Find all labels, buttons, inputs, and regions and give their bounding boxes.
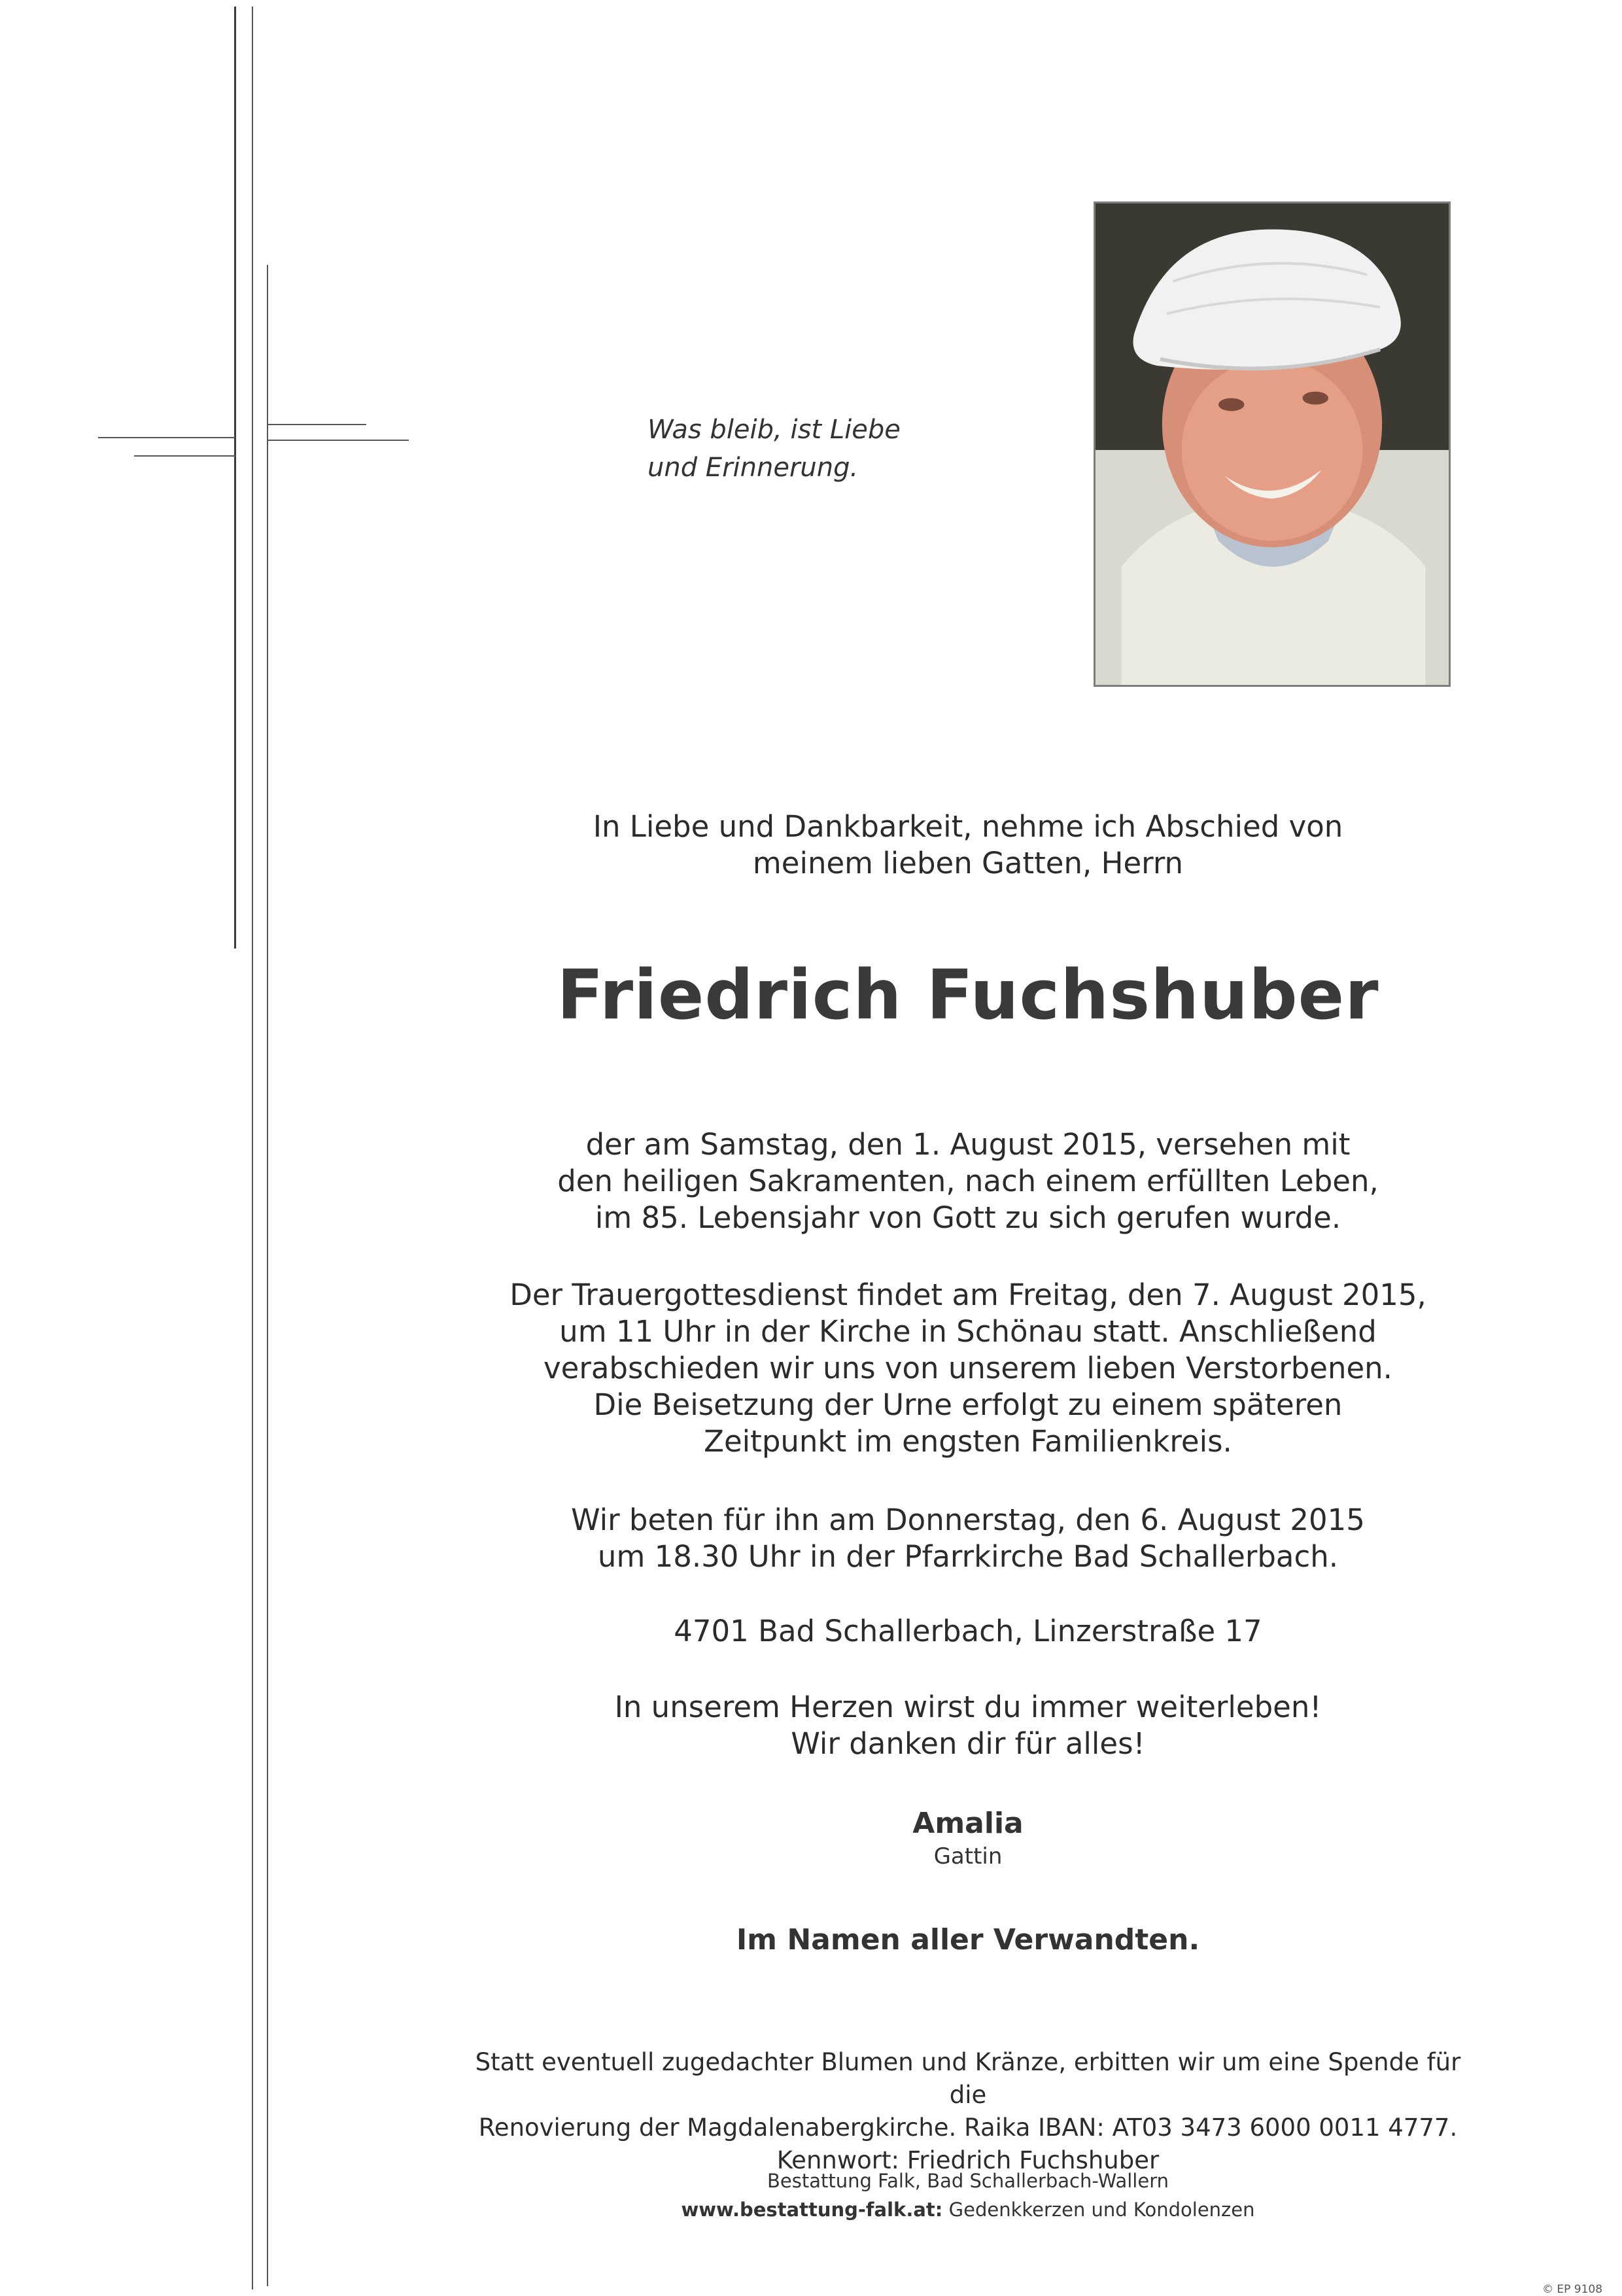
footer-web-line — [458, 2195, 1478, 2224]
death-info-line-3: im 85. Lebensjahr von Gott zu sich gerufen wurde. — [595, 1200, 1341, 1235]
address: 4701 Bad Schallerbach, Linzerstraße 17 — [674, 1614, 1262, 1648]
deceased-name: Friedrich Fuchshuber — [557, 955, 1379, 1035]
motto-line-1: Was bleib, ist Liebe — [647, 415, 901, 445]
service-info-line-4: Die Beisetzung der Urne erfolgt zu einem späteren — [593, 1387, 1343, 1422]
left-vertical-line-1 — [234, 7, 236, 948]
service-info-line-3: verabschieden wir uns von unserem lieben Verstorbenen. — [544, 1351, 1392, 1385]
farewell — [458, 1689, 1478, 1762]
donation-text — [458, 2046, 1478, 2177]
death-info-line-1: der am Samstag, den 1. August 2015, versehen mit — [585, 1127, 1351, 1162]
prayer-info — [458, 1502, 1478, 1575]
intro-line-2: meinem lieben Gatten, Herrn — [752, 846, 1184, 880]
left-vertical-line-2 — [252, 7, 253, 2289]
website-link[interactable]: www.bestattung-falk.at: — [681, 2199, 943, 2221]
footer — [458, 2166, 1478, 2224]
service-info — [458, 1277, 1478, 1460]
farewell-line-2: Wir danken dir für alles! — [791, 1726, 1145, 1761]
cross-horizontal-left — [98, 437, 235, 438]
signature-role: Gattin — [933, 1843, 1003, 1870]
service-info-line-5: Zeitpunkt im engsten Familienkreis. — [704, 1424, 1232, 1459]
undertaker-name: Bestattung Falk, Bad Schallerbach-Wallern — [767, 2170, 1169, 2192]
prayer-info-line-1: Wir beten für ihn am Donnerstag, den 6. August 2015 — [571, 1503, 1365, 1537]
cross-vertical-right — [267, 265, 268, 2286]
website-description: Gedenkkerzen und Kondolenzen — [942, 2199, 1255, 2221]
service-info-line-1: Der Trauergottesdienst findet am Freitag, den 7. August 2015, — [509, 1278, 1426, 1312]
service-info-line-2: um 11 Uhr in der Kirche in Schönau statt. Anschließend — [559, 1314, 1377, 1349]
farewell-line-1: In unserem Herzen wirst du immer weiterleben! — [614, 1690, 1322, 1724]
template-code: © EP 9108 — [1542, 2283, 1603, 2296]
donation-line-1: Statt eventuell zugedachter Blumen und Kränze, erbitten wir um eine Spende für die — [475, 2048, 1461, 2109]
donation-line-3: Kennwort: Friedrich Fuchshuber — [776, 2146, 1160, 2174]
intro-text — [458, 809, 1478, 882]
signature-name: Amalia — [912, 1807, 1024, 1840]
cross-horizontal-right — [268, 424, 366, 425]
donation-line-2: Renovierung der Magdalenabergkirche. Raika IBAN: AT03 3473 6000 0011 4777. — [478, 2113, 1458, 2142]
motto — [647, 411, 909, 487]
portrait-photo — [1094, 201, 1451, 687]
closing-line: Im Namen aller Verwandten. — [736, 1923, 1200, 1957]
cross-horizontal-right-2 — [268, 440, 409, 441]
prayer-info-line-2: um 18.30 Uhr in der Pfarrkirche Bad Schallerbach. — [597, 1539, 1339, 1574]
death-info — [458, 1126, 1478, 1236]
portrait-image — [1096, 203, 1449, 685]
cross-horizontal-left-2 — [134, 455, 236, 457]
motto-line-2: und Erinnerung. — [647, 453, 859, 483]
intro-line-1: In Liebe und Dankbarkeit, nehme ich Abschied von — [593, 809, 1343, 844]
death-info-line-2: den heiligen Sakramenten, nach einem erfüllten Leben, — [557, 1164, 1379, 1198]
